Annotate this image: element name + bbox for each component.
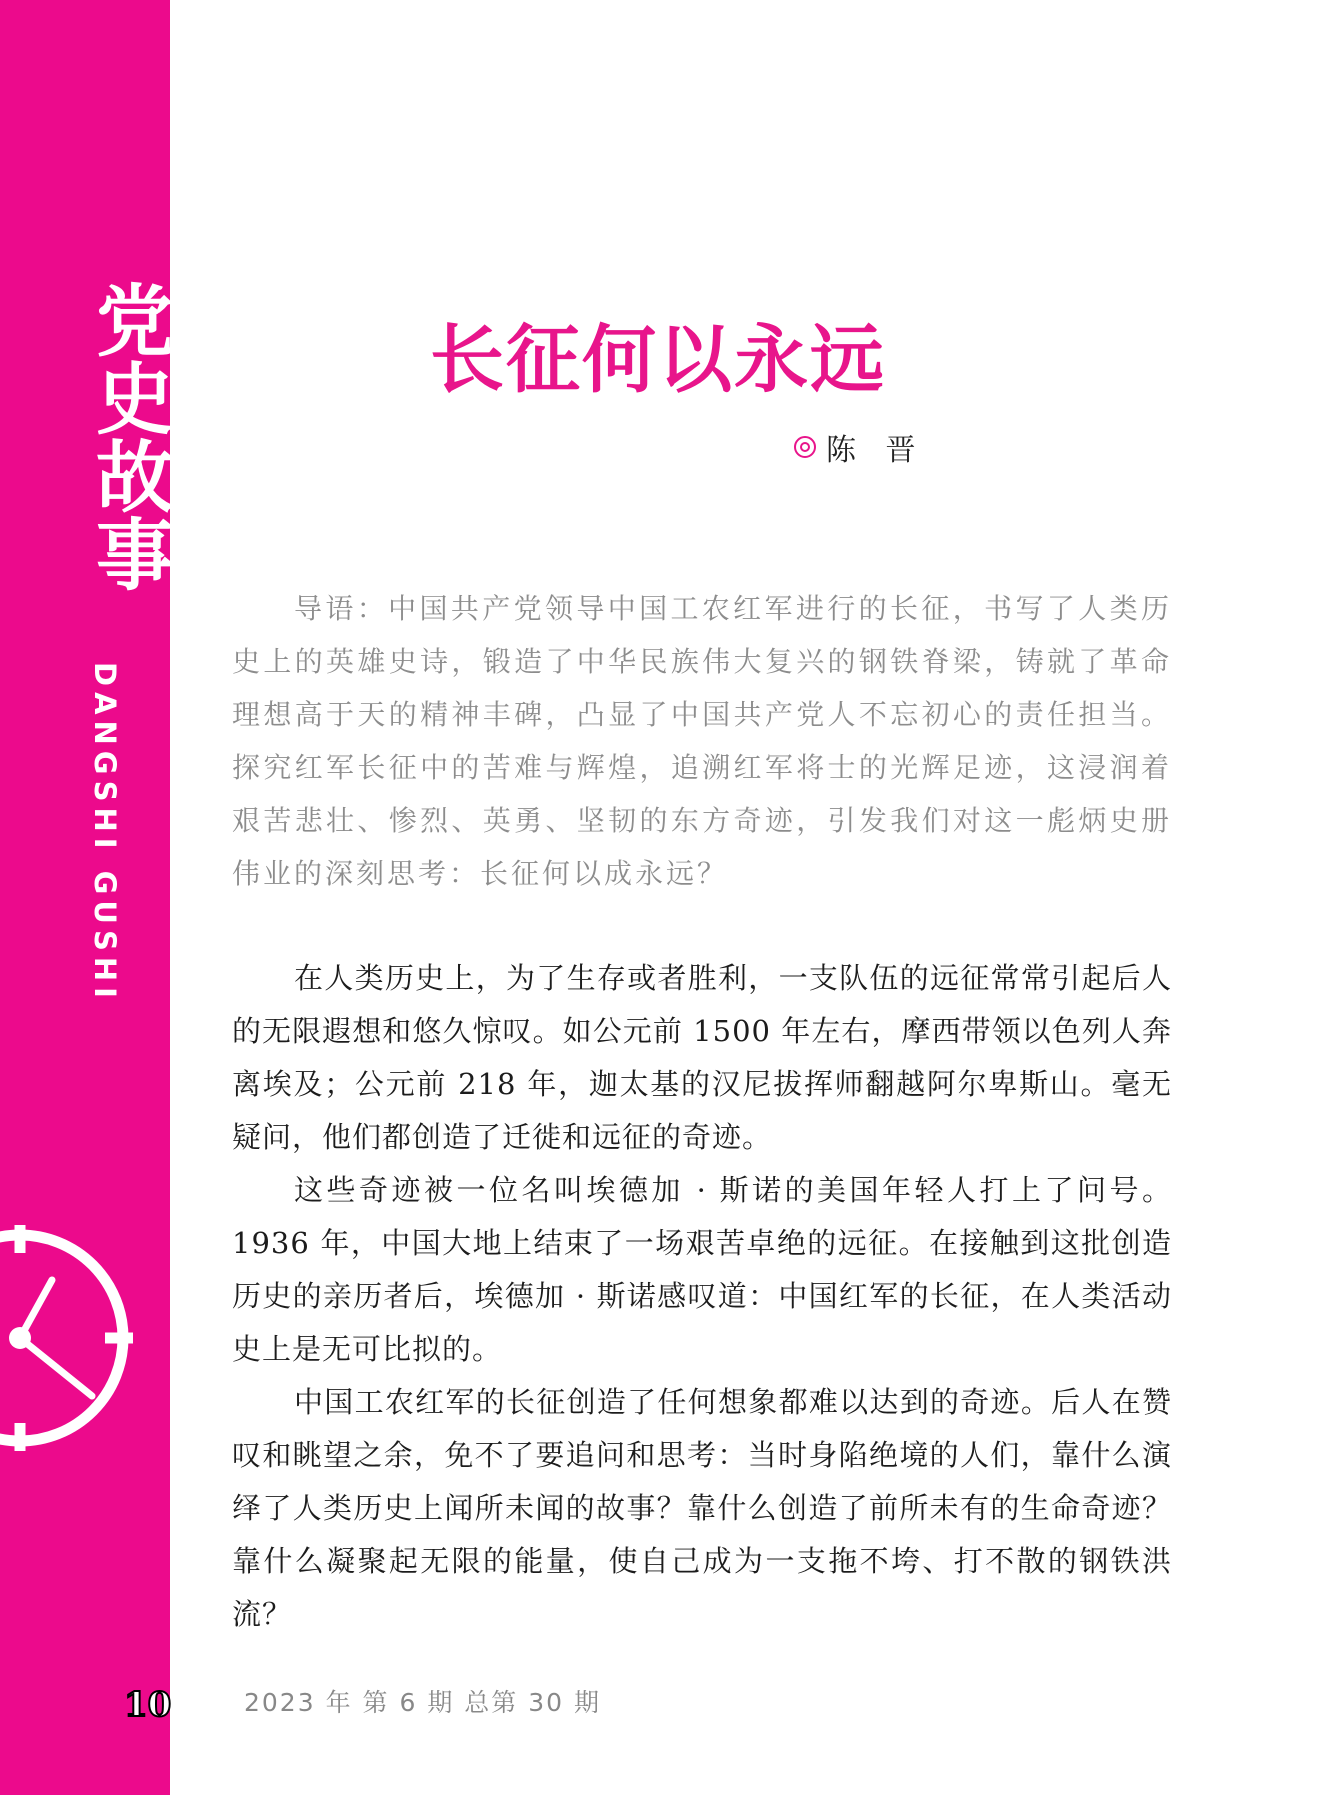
article-lead: 导语：中国共产党领导中国工农红军进行的长征，书写了人类历史上的英雄史诗，锻造了中华民族伟大复兴的钢铁脊梁，铸就了革命理想高于天的精神丰碑，凸显了中国共产党人不忘初心的责任担当。探究红军长征中的苦难与辉煌，追溯红军将士的光辉足迹，这浸润着艰苦悲壮、惨烈、英勇、坚韧的东方奇迹，引发我们对这一彪炳史册伟业的深刻思考：长征何以成永远？ — [232, 592, 1172, 890]
section-pinyin: DANGSHI GUSHI — [88, 662, 122, 1004]
clock-icon — [0, 1218, 140, 1458]
author-mark-icon — [794, 436, 816, 458]
page-number: 10 — [124, 1685, 172, 1725]
body-paragraph: 这些奇迹被一位名叫埃德加 · 斯诺的美国年轻人打上了问号。1936 年，中国大地上结束了一场艰苦卓绝的远征。在接触到这批创造历史的亲历者后，埃德加 · 斯诺感叹道：中国红军的长征，在人类活动史上是无可比拟的。 — [232, 1173, 1172, 1366]
body-paragraph: 中国工农红军的长征创造了任何想象都难以达到的奇迹。后人在赞叹和眺望之余，免不了要追问和思考：当时身陷绝境的人们，靠什么演绎了人类历史上闻所未闻的故事？靠什么创造了前所未有的生命奇迹？靠什么凝聚起无限的能量，使自己成为一支拖不垮、打不散的钢铁洪流？ — [232, 1385, 1172, 1631]
author-byline — [794, 425, 926, 469]
article-title: 长征何以永远 — [430, 317, 886, 403]
body-paragraph: 在人类历史上，为了生存或者胜利，一支队伍的远征常常引起后人的无限遐想和悠久惊叹。如公元前 1500 年左右，摩西带领以色列人奔离埃及；公元前 218 年，迦太基的汉尼拔挥师翻越阿尔卑斯山。毫无疑问，他们都创造了迁徙和远征的奇迹。 — [232, 961, 1172, 1154]
article-body — [232, 952, 1172, 1641]
section-sidebar — [0, 0, 174, 1795]
section-title: 党史故事 — [83, 280, 174, 592]
issue-footer: 2023 年 第 6 期 总第 30 期 — [244, 1688, 601, 1717]
author-name: 陈 晋 — [826, 433, 926, 468]
